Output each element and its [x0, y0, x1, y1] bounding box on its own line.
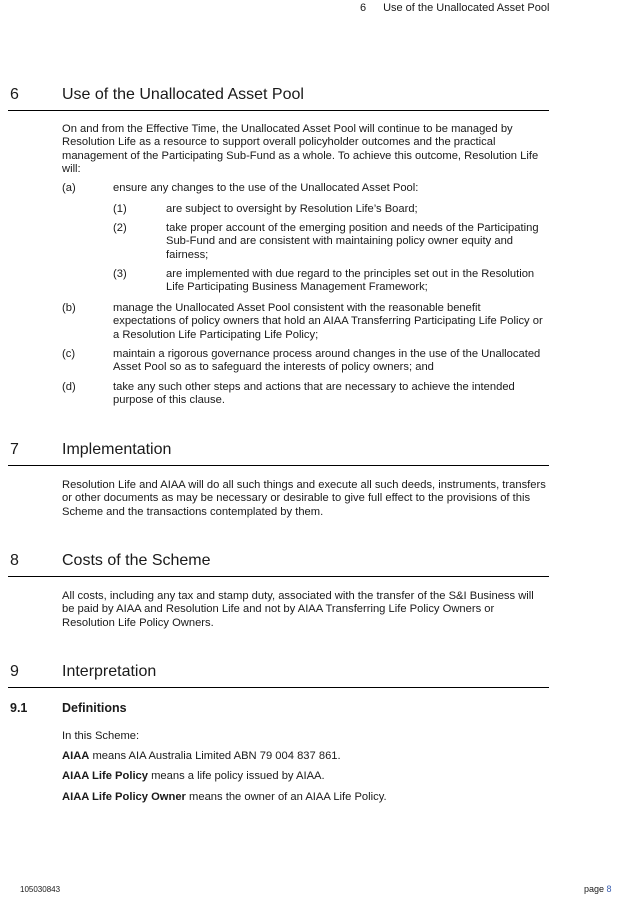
sub-text: take proper account of the emerging position and needs of the Participating Sub-Fund and are consistent with maintaining policy owner equity and fairness; [166, 222, 539, 261]
list-label: (a) [62, 182, 76, 194]
section-title: Implementation [62, 441, 172, 458]
subsection-title: Definitions [62, 701, 127, 715]
section-8-body: All costs, including any tax and stamp duty, associated with the transfer of the S&I Business will be paid by AIAA and Resolution Life and not by AIAA Transferring Life Policy Owners or Resolution Life Policy Owners. [62, 590, 534, 629]
section-title: Interpretation [62, 663, 157, 680]
definition-term: AIAA Life Policy [62, 770, 148, 782]
definition-item [62, 770, 325, 782]
section-6-heading [8, 86, 549, 111]
list-text: take any such other steps and actions that are necessary to achieve the intended purpose of this clause. [113, 381, 515, 407]
definition-term: AIAA [62, 750, 90, 762]
list-item-d [62, 381, 547, 409]
section-number: 7 [10, 441, 19, 458]
section-7-heading [8, 441, 549, 466]
running-header [360, 2, 549, 14]
section-8-heading [8, 552, 549, 577]
section-number: 8 [10, 552, 19, 569]
running-header-title: Use of the Unallocated Asset Pool [383, 2, 550, 14]
section-title: Costs of the Scheme [62, 552, 211, 569]
sub-item-2 [113, 222, 547, 264]
sub-label: (1) [113, 203, 127, 215]
definition-item [62, 791, 387, 803]
list-text: manage the Unallocated Asset Pool consistent with the reasonable benefit expectations of policy owners that hold an AIAA Transferring Participating Life Policy or a Resolution Life Participating Life Policy; [113, 302, 543, 341]
definition-item [62, 750, 341, 762]
page-word: page [584, 884, 605, 894]
section-7-body: Resolution Life and AIAA will do all such things and execute all such deeds, instruments, transfers or other documents as may be necessary or desirable to give full effect to the provisions of this Scheme and the transactions contemplated by them. [62, 479, 546, 518]
list-text: maintain a rigorous governance process around changes in the use of the Unallocated Asset Pool so as to safeguard the interests of policy owners; and [113, 348, 541, 374]
section-number: 9 [10, 663, 19, 680]
list-item-a [62, 182, 547, 196]
section-6-intro: On and from the Effective Time, the Unallocated Asset Pool will continue to be managed by Resolution Life as a resource to support overall policyholder outcomes and the practical management of the Participating Sub-Fund as a whole. To achieve this outcome, Resolution Life will: [62, 123, 539, 176]
page-indicator [584, 884, 612, 894]
list-text: ensure any changes to the use of the Unallocated Asset Pool: [113, 182, 419, 194]
subsection-number: 9.1 [10, 701, 28, 715]
sub-label: (3) [113, 268, 127, 280]
page-number: 8 [606, 884, 612, 894]
running-header-number: 6 [360, 2, 367, 14]
list-item-c [62, 348, 547, 376]
definition-text: means the owner of an AIAA Life Policy. [185, 791, 387, 803]
sub-item-3 [113, 268, 547, 296]
section-number: 6 [10, 86, 19, 103]
definition-text: means AIA Australia Limited ABN 79 004 837 861. [89, 750, 341, 762]
section-title: Use of the Unallocated Asset Pool [62, 86, 304, 103]
list-label: (c) [62, 348, 76, 360]
document-id: 105030843 [20, 885, 61, 894]
list-label: (d) [62, 381, 76, 393]
section-9-heading [8, 663, 549, 688]
sub-text: are subject to oversight by Resolution Life’s Board; [166, 203, 418, 215]
list-item-b [62, 302, 547, 344]
definition-term: AIAA Life Policy Owner [62, 791, 186, 803]
list-label: (b) [62, 302, 76, 314]
sub-item-1 [113, 203, 547, 217]
definition-text: means a life policy issued by AIAA. [148, 770, 325, 782]
sub-text: are implemented with due regard to the principles set out in the Resolution Life Participating Business Management Framework; [166, 268, 535, 294]
definitions-intro: In this Scheme: [62, 730, 140, 742]
sub-label: (2) [113, 222, 127, 234]
